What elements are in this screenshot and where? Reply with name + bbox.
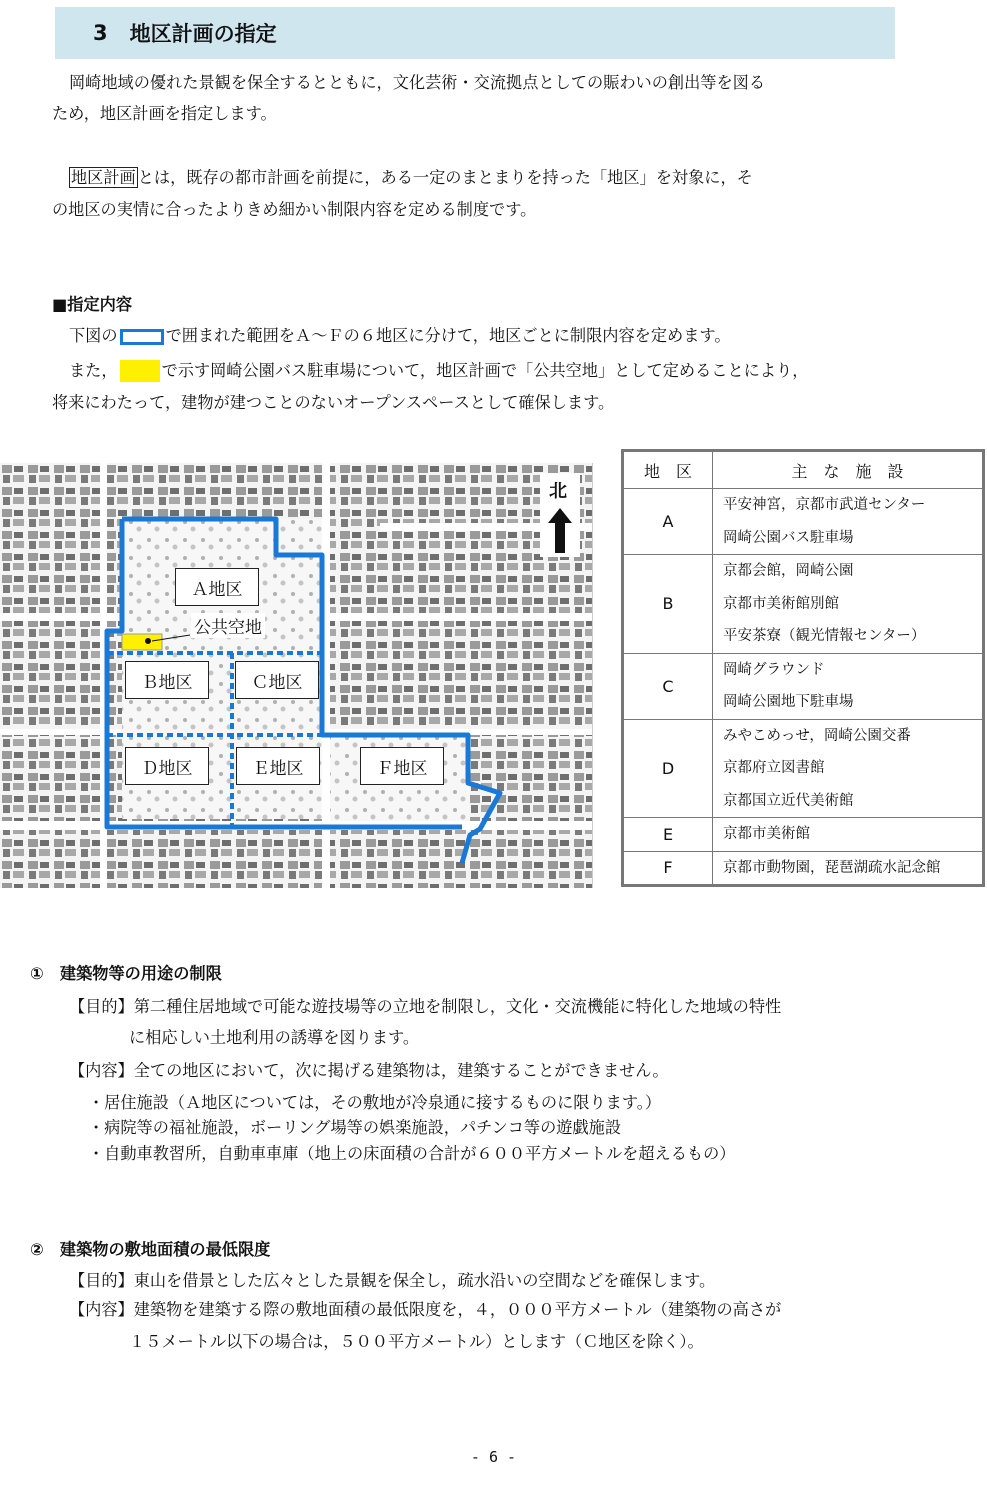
section2-heading: ② 建築物の敷地面積の最低限度 bbox=[30, 1240, 271, 1259]
district-label-d: Ｄ地区 bbox=[125, 747, 209, 785]
intro-line-1: 岡崎地域の優れた景観を保全するとともに，文化芸術・交流拠点としての賑わいの創出等を図る bbox=[69, 73, 766, 92]
facilities-cell bbox=[713, 555, 984, 654]
facility-item: 京都国立近代美術館 bbox=[723, 792, 854, 809]
district-label-b: Ｂ地区 bbox=[125, 661, 209, 699]
section1-content-label: 【内容】 bbox=[69, 1061, 134, 1080]
designation-line-1-after: で囲まれた範囲をＡ～Ｆの６地区に分けて，地区ごとに制限内容を定めます。 bbox=[165, 326, 731, 345]
designation-line-2-after: で示す岡崎公園バス駐車場について，地区計画で「公共空地」として定めることにより， bbox=[161, 361, 809, 380]
definition-line-2: の地区の実情に合ったよりきめ細かい制限内容を定める制度です。 bbox=[52, 200, 537, 219]
facility-item: 岡崎公園地下駐車場 bbox=[723, 694, 854, 710]
section1-purpose-line-2: に相応しい土地利用の誘導を図ります。 bbox=[129, 1028, 420, 1047]
table-row bbox=[623, 818, 984, 852]
district-cell: B bbox=[623, 555, 713, 654]
section2-content-line-2: １５メートル以下の場合は，５００平方メートル）とします（Ｃ地区を除く）。 bbox=[129, 1332, 704, 1351]
table-header-row bbox=[623, 451, 984, 489]
district-cell: A bbox=[623, 489, 713, 555]
facility-item: 岡崎グラウンド bbox=[723, 661, 825, 678]
section1-purpose-label: 【目的】 bbox=[69, 997, 134, 1016]
section1-heading: ① 建築物等の用途の制限 bbox=[30, 964, 222, 983]
facility-item: 平安神宮，京都市武道センター bbox=[723, 497, 926, 513]
section1-content-line-1 bbox=[69, 1061, 669, 1081]
definition-line-1-text: とは，既存の都市計画を前提に，ある一定のまとまりを持った「地区」を対象に，そ bbox=[137, 168, 753, 187]
heading-title: 地区計画の指定 bbox=[129, 22, 277, 46]
facility-item: 京都府立図書館 bbox=[723, 760, 825, 776]
district-label-a: Ａ地区 bbox=[175, 568, 259, 606]
facilities-cell bbox=[713, 489, 984, 555]
facility-item: 京都市動物園，琵琶湖疏水記念館 bbox=[723, 859, 941, 876]
section1-purpose-line-1 bbox=[69, 997, 781, 1017]
section2-content-label: 【内容】 bbox=[69, 1300, 134, 1319]
designation-line-1 bbox=[69, 326, 731, 346]
boundary-legend-swatch bbox=[120, 329, 164, 345]
designation-line-2 bbox=[69, 360, 808, 382]
north-label: 北 bbox=[549, 481, 567, 502]
public-space-legend-swatch bbox=[120, 360, 160, 382]
table-row bbox=[623, 719, 984, 818]
facilities-cell bbox=[713, 818, 984, 852]
district-cell: D bbox=[623, 719, 713, 818]
section1-bullet: ・自動車教習所，自動車車庫（地上の床面積の合計が６００平方メートルを超えるもの） bbox=[88, 1144, 736, 1163]
district-label-c: Ｃ地区 bbox=[235, 661, 319, 699]
district-map bbox=[0, 463, 593, 888]
section2-purpose-text: 東山を借景とした広々とした景観を保全し，疏水沿いの空間などを確保します。 bbox=[133, 1271, 716, 1290]
section2-content-text: 建築物を建築する際の敷地面積の最低限度を，４，０００平方メートル（建築物の高さが bbox=[133, 1300, 782, 1319]
intro-line-2: ため，地区計画を指定します。 bbox=[52, 104, 277, 123]
section2-purpose-line-1 bbox=[69, 1271, 715, 1291]
table-header-district: 地 区 bbox=[623, 451, 713, 489]
district-cell: C bbox=[623, 653, 713, 719]
facility-item: 京都市美術館別館 bbox=[723, 595, 839, 612]
facilities-cell bbox=[713, 851, 984, 886]
district-cell: F bbox=[623, 851, 713, 886]
table-row bbox=[623, 555, 984, 654]
section1-bullet: ・居住施設（Ａ地区については，その敷地が冷泉通に接するものに限ります。） bbox=[88, 1093, 662, 1112]
table-header-facilities: 主 な 施 設 bbox=[713, 451, 984, 489]
heading-number: 3 bbox=[93, 21, 108, 45]
section1-purpose-text: 第二種住居地域で可能な遊技場等の立地を制限し，文化・交流機能に特化した地域の特性 bbox=[133, 997, 782, 1016]
designation-line-1-before: 下図の bbox=[69, 326, 118, 345]
page-number: - 6 - bbox=[470, 1448, 517, 1466]
section1-bullet: ・病院等の福祉施設，ボーリング場等の娯楽施設，パチンコ等の遊戯施設 bbox=[88, 1118, 622, 1137]
section-heading bbox=[55, 7, 895, 59]
table-row bbox=[623, 851, 984, 886]
facility-item: 平安茶寮（観光情報センター） bbox=[723, 628, 926, 644]
facilities-table bbox=[621, 449, 985, 887]
district-label-e: Ｅ地区 bbox=[236, 747, 320, 785]
facility-item: みやこめっせ，岡崎公園交番 bbox=[723, 727, 911, 744]
facility-item: 岡崎公園バス駐車場 bbox=[723, 529, 854, 546]
table-row bbox=[623, 489, 984, 555]
designation-line-2-before: また， bbox=[69, 361, 118, 380]
section2-content-line-1 bbox=[69, 1300, 781, 1320]
facilities-cell bbox=[713, 653, 984, 719]
public-space-label: 公共空地 bbox=[191, 613, 265, 638]
definition-term: 地区計画 bbox=[71, 168, 136, 187]
district-label-f: Ｆ地区 bbox=[360, 747, 444, 785]
public-space-marker bbox=[122, 634, 162, 650]
table-row bbox=[623, 653, 984, 719]
facility-item: 京都市美術館 bbox=[723, 826, 810, 842]
designation-line-3: 将来にわたって，建物が建つことのないオープンスペースとして確保します。 bbox=[52, 393, 615, 412]
facilities-cell bbox=[713, 719, 984, 818]
designation-heading: ■指定内容 bbox=[52, 295, 133, 314]
section1-content-text: 全ての地区において，次に掲げる建築物は，建築することができません。 bbox=[133, 1061, 669, 1080]
definition-line-1 bbox=[69, 168, 753, 188]
district-cell: E bbox=[623, 818, 713, 852]
section2-purpose-label: 【目的】 bbox=[69, 1271, 134, 1290]
facility-item: 京都会館，岡崎公園 bbox=[723, 563, 854, 579]
